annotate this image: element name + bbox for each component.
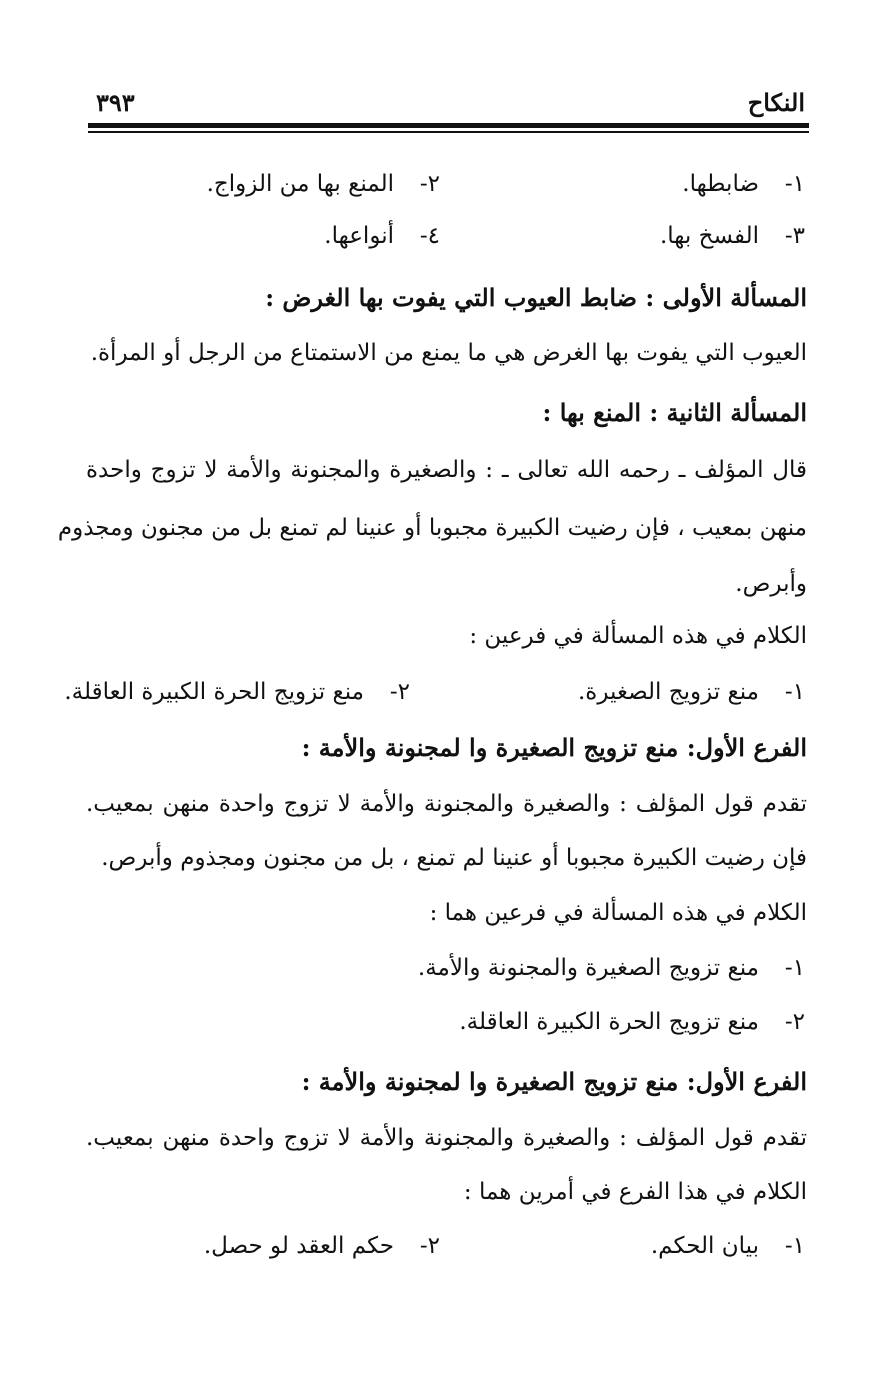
list-row bbox=[86, 1004, 805, 1040]
header-rule-thick bbox=[88, 123, 809, 128]
paragraph-line: منهن بمعيب ، فإن رضيت الكبيرة مجبوبا أو عنينا لم تمنع بل من مجنون ومجذوم bbox=[57, 515, 807, 541]
list-item: ١-ضابطها. bbox=[682, 171, 805, 197]
list-item: ١-منع تزويج الصغيرة. bbox=[577, 679, 805, 705]
list-item: ٢-المنع بها من الزواج. bbox=[206, 171, 440, 197]
list-row bbox=[86, 950, 805, 986]
list-item: ١-منع تزويج الصغيرة والمجنونة والأمة. bbox=[417, 955, 805, 981]
paragraph-line: العيوب التي يفوت بها الغرض هي ما يمنع من الاستمتاع من الرجل أو المرأة. bbox=[90, 340, 807, 366]
page-header bbox=[88, 88, 805, 120]
section-title: النكاح bbox=[747, 88, 805, 117]
section-heading: الفرع الأول: منع تزويج الصغيرة وا لمجنونة والأمة : bbox=[301, 1067, 807, 1096]
list-item: ٤-أنواعها. bbox=[324, 223, 440, 249]
paragraph-line: الكلام في هذه المسألة في فرعين هما : bbox=[429, 900, 807, 926]
paragraph-line: وأبرص. bbox=[735, 571, 807, 597]
paragraph-line: الكلام في هذا الفرع في أمرين هما : bbox=[463, 1179, 807, 1205]
header-rule-thin bbox=[88, 131, 809, 133]
list-row bbox=[64, 674, 805, 710]
list-item: ٢-حكم العقد لو حصل. bbox=[203, 1233, 440, 1259]
list-item: ٣-الفسخ بها. bbox=[659, 223, 805, 249]
section-heading: المسألة الأولى : ضابط العيوب التي يفوت بها الغرض : bbox=[265, 283, 807, 312]
page-number: ٣٩٣ bbox=[96, 88, 135, 117]
paragraph-line: تقدم قول المؤلف : والصغيرة والمجنونة والأمة لا تزوج واحدة منهن بمعيب. bbox=[86, 1125, 807, 1151]
paragraph-line: فإن رضيت الكبيرة مجبوبا أو عنينا لم تمنع ، بل من مجنون ومجذوم وأبرص. bbox=[101, 845, 807, 871]
list-row bbox=[86, 218, 805, 254]
list-item: ٢-منع تزويج الحرة الكبيرة العاقلة. bbox=[459, 1009, 805, 1035]
paragraph-line: الكلام في هذه المسألة في فرعين : bbox=[469, 623, 807, 649]
list-item: ٢-منع تزويج الحرة الكبيرة العاقلة. bbox=[64, 679, 410, 705]
list-item: ١-بيان الحكم. bbox=[650, 1233, 805, 1259]
list-row bbox=[86, 1228, 805, 1264]
paragraph-line: تقدم قول المؤلف : والصغيرة والمجنونة والأمة لا تزوج واحدة منهن بمعيب. bbox=[86, 791, 807, 817]
list-row bbox=[86, 166, 805, 202]
paragraph-line: قال المؤلف ـ رحمه الله تعالى ـ : والصغيرة والمجنونة والأمة لا تزوج واحدة bbox=[86, 457, 807, 483]
section-heading: الفرع الأول: منع تزويج الصغيرة وا لمجنونة والأمة : bbox=[301, 733, 807, 762]
section-heading: المسألة الثانية : المنع بها : bbox=[542, 398, 807, 427]
